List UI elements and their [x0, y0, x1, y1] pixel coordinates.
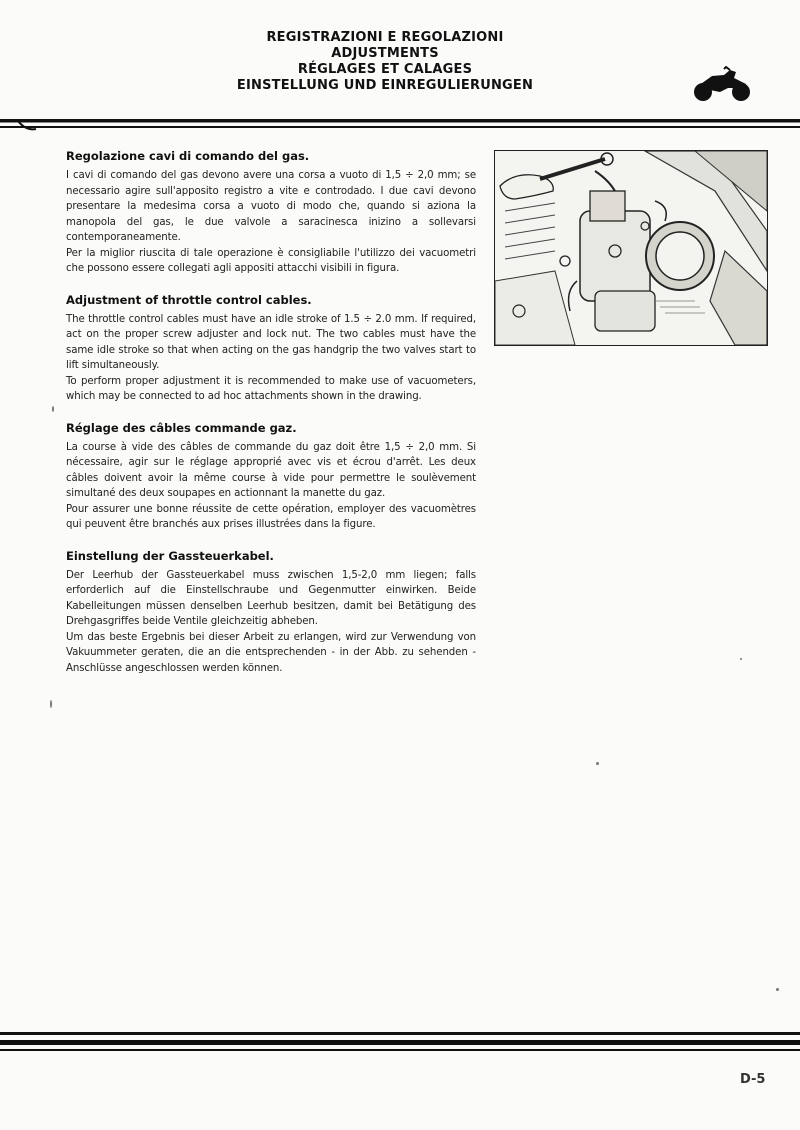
motorcycle-icon — [690, 66, 754, 102]
section-german — [66, 548, 476, 677]
scan-speck — [50, 700, 52, 708]
section-paragraph: To perform proper adjustment it is recommended to make use of vacuometers, which may be connected to ad hoc attachments shown in the drawing. — [66, 375, 476, 402]
section-paragraph: I cavi di comando del gas devono avere una corsa a vuoto di 1,5 ÷ 2,0 mm; se necessario agire sull'apposito registro a vite e controdado. I due cavi devono presentare la medesima corsa a vuoto di modo che, quando si aziona la manopola del gas, le due valvole a saracinesca inizino a sollevarsi contemporaneamente. — [66, 170, 476, 243]
section-paragraph: Der Leerhub der Gassteuerkabel muss zwischen 1,5-2,0 mm liegen; falls erforderlich auf die Einstellschraube und Gegenmutter einwirken. Beide Kabelleitungen müssen denselben Leerhub besitzen, damit bei Betätigung des Drehgasgriffes beide Ventile gleichzeitig abheben. — [66, 569, 476, 627]
section-paragraph: Um das beste Ergebnis bei dieser Arbeit zu erlangen, wird zur Verwendung von Vakuummeter geraten, die an die entsprechenden - in der Abb. zu sehenden - Anschlüsse angeschlossen werden können. — [66, 631, 476, 674]
section-french — [66, 420, 476, 533]
footer-divider — [0, 1028, 800, 1058]
header-title-italian: REGISTRAZIONI E REGOLAZIONI — [266, 30, 504, 45]
header-divider — [0, 117, 800, 135]
page-header — [190, 30, 580, 94]
header-title-french: RÉGLAGES ET CALAGES — [297, 62, 473, 77]
carburetor-drawing — [495, 151, 767, 345]
section-paragraph: La course à vide des câbles de commande du gaz doit être 1,5 ÷ 2,0 mm. Si nécessaire, agir sur le réglage approprié avec vis et écrou d'arrêt. Les deux câbles doivent avoir la même course à vide pour permettre le soulèvement simultané des deux soupapes en actionnant la manette du gaz. — [66, 441, 476, 499]
section-title: Regolazione cavi di comando del gas. — [66, 149, 310, 163]
section-title: Adjustment of throttle control cables. — [66, 292, 312, 307]
section-paragraph: Per la miglior riuscita di tale operazione è consigliabile l'utilizzo dei vacuometri che possono essere collegati agli appositi attacchi visibili in figura. — [66, 247, 476, 274]
header-title-english: ADJUSTMENTS — [331, 46, 439, 61]
section-title: Einstellung der Gassteuerkabel. — [66, 548, 274, 563]
section-paragraph: The throttle control cables must have an idle stroke of 1.5 ÷ 2.0 mm. If required, act on the proper screw adjuster and lock nut. The two cables must have the same idle stroke so that when acting on the gas handgrip the two valves start to lift simultaneously. — [66, 313, 476, 371]
section-title: Réglage des câbles commande gaz. — [66, 420, 297, 435]
page-number: D-5 — [740, 1072, 766, 1087]
scan-speck — [740, 658, 742, 660]
carburetor-illustration — [494, 150, 768, 346]
header-title-german: EINSTELLUNG UND EINREGULIERUNGEN — [236, 78, 534, 93]
section-paragraph: Pour assurer une bonne réussite de cette opération, employer des vacuomètres qui peuvent être branchés aux prises illustrées dans la figure. — [66, 503, 476, 530]
section-italian — [66, 148, 476, 277]
scan-speck — [52, 406, 54, 412]
scan-speck — [596, 762, 599, 765]
text-column — [66, 148, 476, 691]
scan-speck — [776, 988, 779, 991]
section-english — [66, 292, 476, 405]
